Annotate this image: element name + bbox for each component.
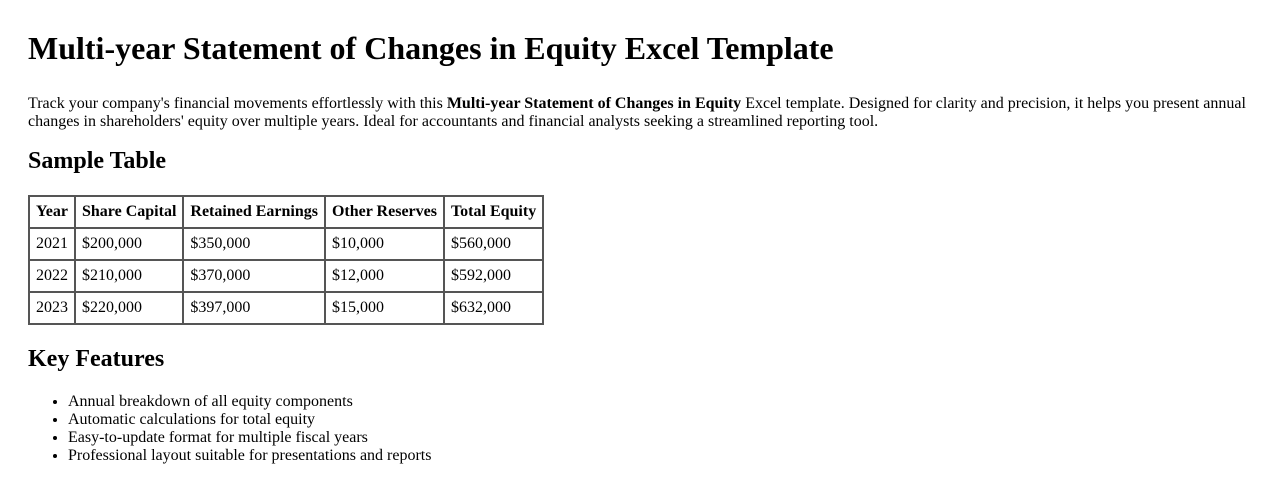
intro-text-before: Track your company's financial movements effortlessly with this	[28, 95, 447, 112]
list-item: • Easy-to-update format for multiple fiscal years	[68, 429, 1250, 447]
table-row	[29, 228, 543, 260]
intro-text-after: Excel template. Designed for clarity and precision, it helps you present annual changes in shareholders' equity over multiple years. Ideal for accountants and financial analysts seeking a streamlined reporting tool.	[28, 95, 1246, 130]
cell-retained-earnings: $397,000	[183, 292, 325, 324]
equity-table	[28, 195, 544, 325]
cell-share-capital: $220,000	[75, 292, 183, 324]
column-header-retained-earnings: Retained Earnings	[183, 196, 325, 228]
cell-other-reserves: $12,000	[325, 260, 444, 292]
column-header-share-capital: Share Capital	[75, 196, 183, 228]
cell-year: 2022	[29, 260, 75, 292]
list-item: • Automatic calculations for total equity	[68, 411, 1250, 429]
list-item: • Annual breakdown of all equity components	[68, 393, 1250, 411]
intro-text-bold: Multi-year Statement of Changes in Equity	[446, 95, 742, 112]
table-row	[29, 260, 543, 292]
key-features-list	[28, 393, 1250, 465]
cell-share-capital: $200,000	[75, 228, 183, 260]
intro-paragraph	[28, 95, 1250, 131]
sample-table-heading: Sample Table	[28, 148, 167, 174]
table-header-row	[29, 196, 543, 228]
cell-retained-earnings: $350,000	[183, 228, 325, 260]
table-row	[29, 292, 543, 324]
column-header-total-equity: Total Equity	[444, 196, 543, 228]
cell-other-reserves: $15,000	[325, 292, 444, 324]
cell-retained-earnings: $370,000	[183, 260, 325, 292]
cell-total-equity: $560,000	[444, 228, 543, 260]
list-item: • Professional layout suitable for presentations and reports	[68, 447, 1250, 465]
column-header-year: Year	[29, 196, 75, 228]
cell-total-equity: $632,000	[444, 292, 543, 324]
column-header-other-reserves: Other Reserves	[325, 196, 444, 228]
key-features-heading: Key Features	[28, 346, 165, 372]
page-title: Multi-year Statement of Changes in Equity Excel Template	[28, 30, 834, 66]
cell-total-equity: $592,000	[444, 260, 543, 292]
cell-year: 2023	[29, 292, 75, 324]
cell-share-capital: $210,000	[75, 260, 183, 292]
cell-year: 2021	[29, 228, 75, 260]
cell-other-reserves: $10,000	[325, 228, 444, 260]
